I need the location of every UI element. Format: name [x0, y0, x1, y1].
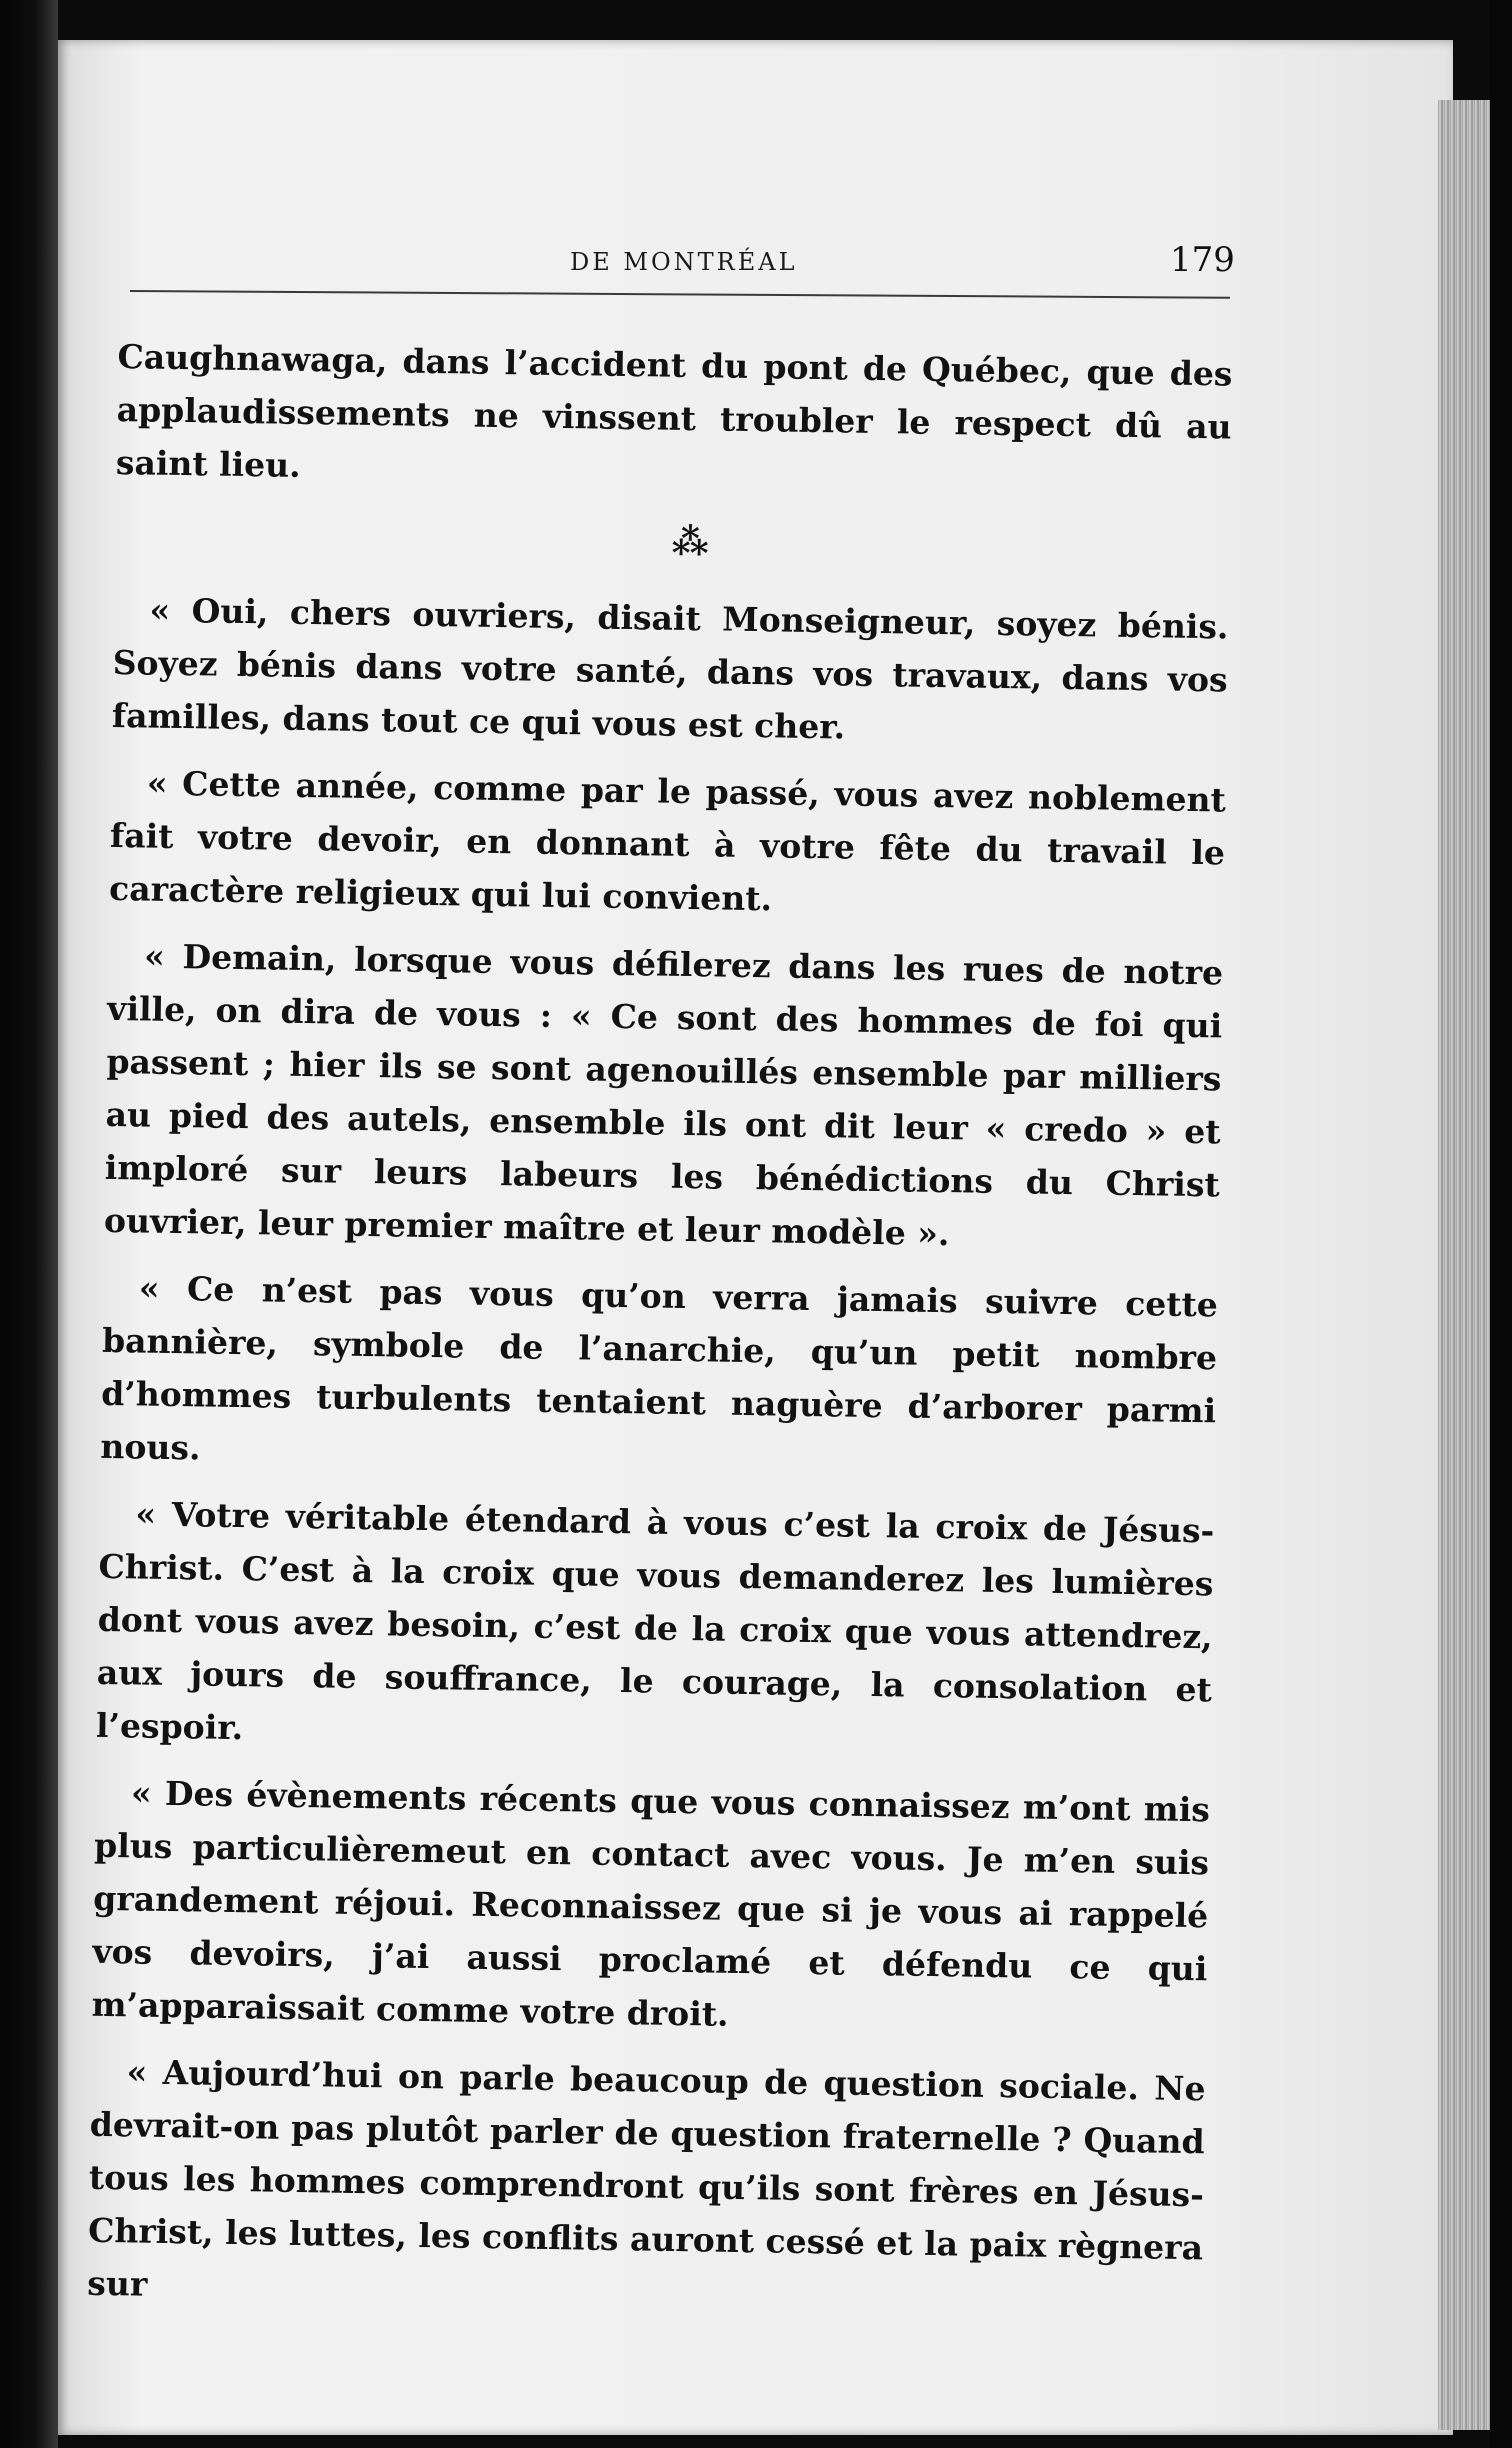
running-title: DE MONTRÉAL [570, 248, 798, 276]
paragraph: « Demain, lorsque vous défilerez dans les rues de notre ville, on dira de vous : « Ce sont des hommes de foi qui passent ; hier ils se sont agenouillés ensemble par milliers au pied des autels, ensemble ils ont dit leur « credo » et imploré sur leurs labeurs les bénédictions du Christ ouvrier, leur premier maître et leur modèle ». [103, 936, 1224, 1254]
page-stack-edges [1438, 100, 1498, 2430]
right-dark-border [1490, 0, 1512, 2448]
paragraph: « Oui, chers ouvriers, disait Monseigneur, soyez bénis. Soyez bénis dans votre santé, dans vos travaux, dans vos familles, dans tout ce qui vous est cher. [111, 590, 1229, 747]
paragraph: « Votre véritable étendard à vous c’est la croix de Jésus-Christ. C’est à la croix que vous demanderez les lumières dont vous avez besoin, c’est de la croix que vous attendrez, aux jours de souffrance, le courage, la consolation et l’espoir. [95, 1494, 1215, 1748]
paragraph: « Des évènements récents que vous connaissez m’ont mis plus particulièremeut en contact avec vous. Je m’en suis grandement réjoui. Reconnaissez que si je vous ai rappelé vos devoirs, j’ai aussi proclamé et défendu ce qui m’apparaissait comme votre droit. [91, 1773, 1211, 2034]
body-text [87, 330, 1233, 2341]
paragraph: « Aujourd’hui on parle beaucoup de question sociale. Ne devrait-on pas plutôt parler de question fraternelle ? Quand tous les hommes comprendront qu’ils sont frères en Jésus-Christ, les luttes, les conflits auront cessé et la paix règnera sur [87, 2052, 1206, 2304]
page-number: 179 [1170, 240, 1235, 280]
section-separator: ⁂ [671, 520, 713, 564]
page-header [130, 232, 1235, 292]
book-left-edge [0, 0, 58, 2448]
paragraph: « Ce n’est pas vous qu’on verra jamais suivre cette bannière, symbole de l’anarchie, qu’un petit nombre d’hommes turbulents tentaient naguère d’arborer parmi nous. [100, 1268, 1219, 1468]
paragraph: « Cette année, comme par le passé, vous avez noblement fait votre devoir, en donnant à votre fête du travail le caractère religieux qui lui convient. [108, 763, 1227, 919]
opening-paragraph: Caughnawaga, dans l’accident du pont de Québec, que des applaudissements ne vinssent troubler le respect dû au saint lieu. [115, 336, 1233, 485]
